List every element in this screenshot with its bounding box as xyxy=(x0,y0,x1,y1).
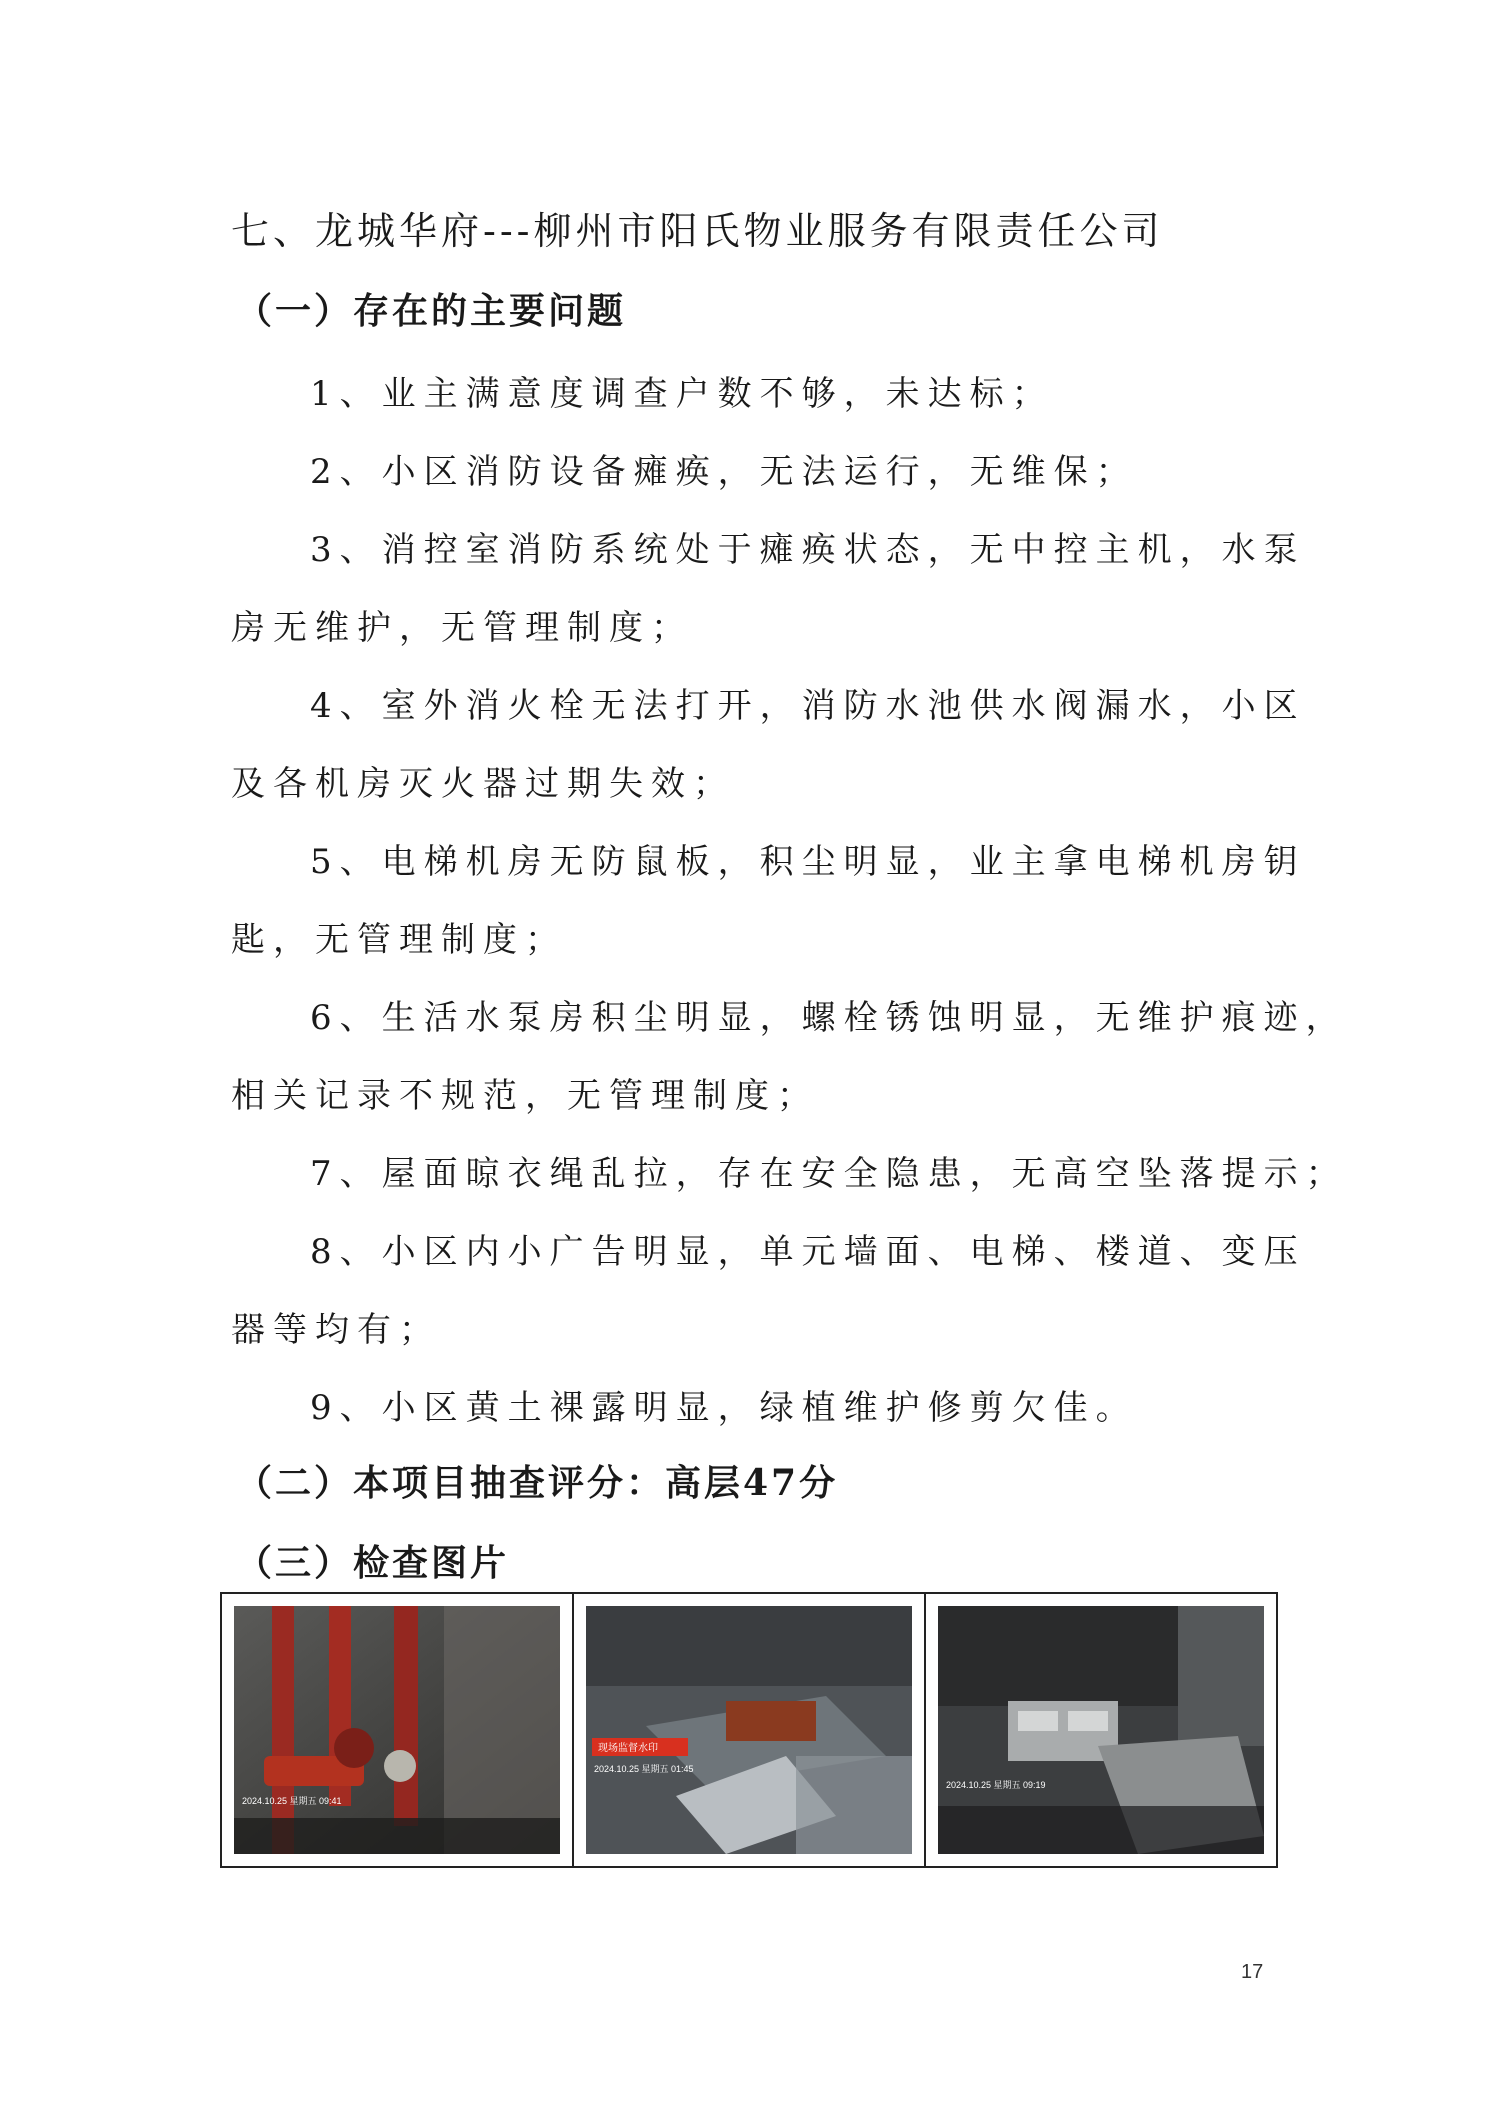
issue-line: 及各机房灭火器过期失效； xyxy=(231,764,735,804)
fire-pump-image xyxy=(234,1606,560,1854)
issue-line: 匙，无管理制度； xyxy=(231,920,567,960)
water-tank-photo xyxy=(586,1606,912,1854)
issues-subheading: （一）存在的主要问题 xyxy=(236,290,627,332)
photo-timestamp: 2024.10.25 星期五 09:19 xyxy=(946,1780,1046,1790)
photo-timestamp: 2024.10.25 星期五 01:45 xyxy=(594,1764,694,1774)
issue-line: 9、小区黄土裸露明显，绿植维护修剪欠佳。 xyxy=(310,1388,1138,1428)
issue-line: 器等均有； xyxy=(231,1310,441,1350)
issue-line: 4、室外消火栓无法打开，消防水池供水阀漏水，小区 xyxy=(310,686,1306,726)
page-number: 17 xyxy=(1241,1961,1264,1983)
issue-line: 3、消控室消防系统处于瘫痪状态，无中控主机，水泵 xyxy=(310,530,1306,570)
section-heading: 七、龙城华府---柳州市阳氏物业服务有限责任公司 xyxy=(231,209,1164,253)
control-room-photo xyxy=(938,1606,1264,1854)
issue-line: 相关记录不规范，无管理制度； xyxy=(231,1076,819,1116)
issue-line: 6、生活水泵房积尘明显，螺栓锈蚀明显，无维护痕迹， xyxy=(310,998,1348,1038)
score-subheading: （二）本项目抽查评分：高层47分 xyxy=(236,1462,839,1504)
issue-line: 房无维护，无管理制度； xyxy=(231,608,693,648)
photo-timestamp: 2024.10.25 星期五 09:41 xyxy=(242,1796,342,1806)
photo-cell xyxy=(222,1594,574,1866)
photos-subheading: （三）检查图片 xyxy=(236,1542,510,1584)
control-room-image xyxy=(938,1606,1264,1854)
issue-line: 2、小区消防设备瘫痪，无法运行，无维保； xyxy=(310,452,1138,492)
issue-line: 7、屋面晾衣绳乱拉，存在安全隐患，无高空坠落提示； xyxy=(310,1154,1348,1194)
inspection-photo-table xyxy=(220,1592,1278,1868)
water-tank-image xyxy=(586,1606,912,1854)
photo-cell xyxy=(574,1594,926,1866)
photo-cell xyxy=(926,1594,1276,1866)
fire-pump-photo xyxy=(234,1606,560,1854)
watermark-tag: 现场监督水印 xyxy=(598,1743,658,1754)
issue-line: 8、小区内小广告明显，单元墙面、电梯、楼道、变压 xyxy=(310,1232,1306,1272)
issue-line: 1、业主满意度调查户数不够，未达标； xyxy=(310,374,1054,414)
issue-line: 5、电梯机房无防鼠板，积尘明显，业主拿电梯机房钥 xyxy=(310,842,1306,882)
